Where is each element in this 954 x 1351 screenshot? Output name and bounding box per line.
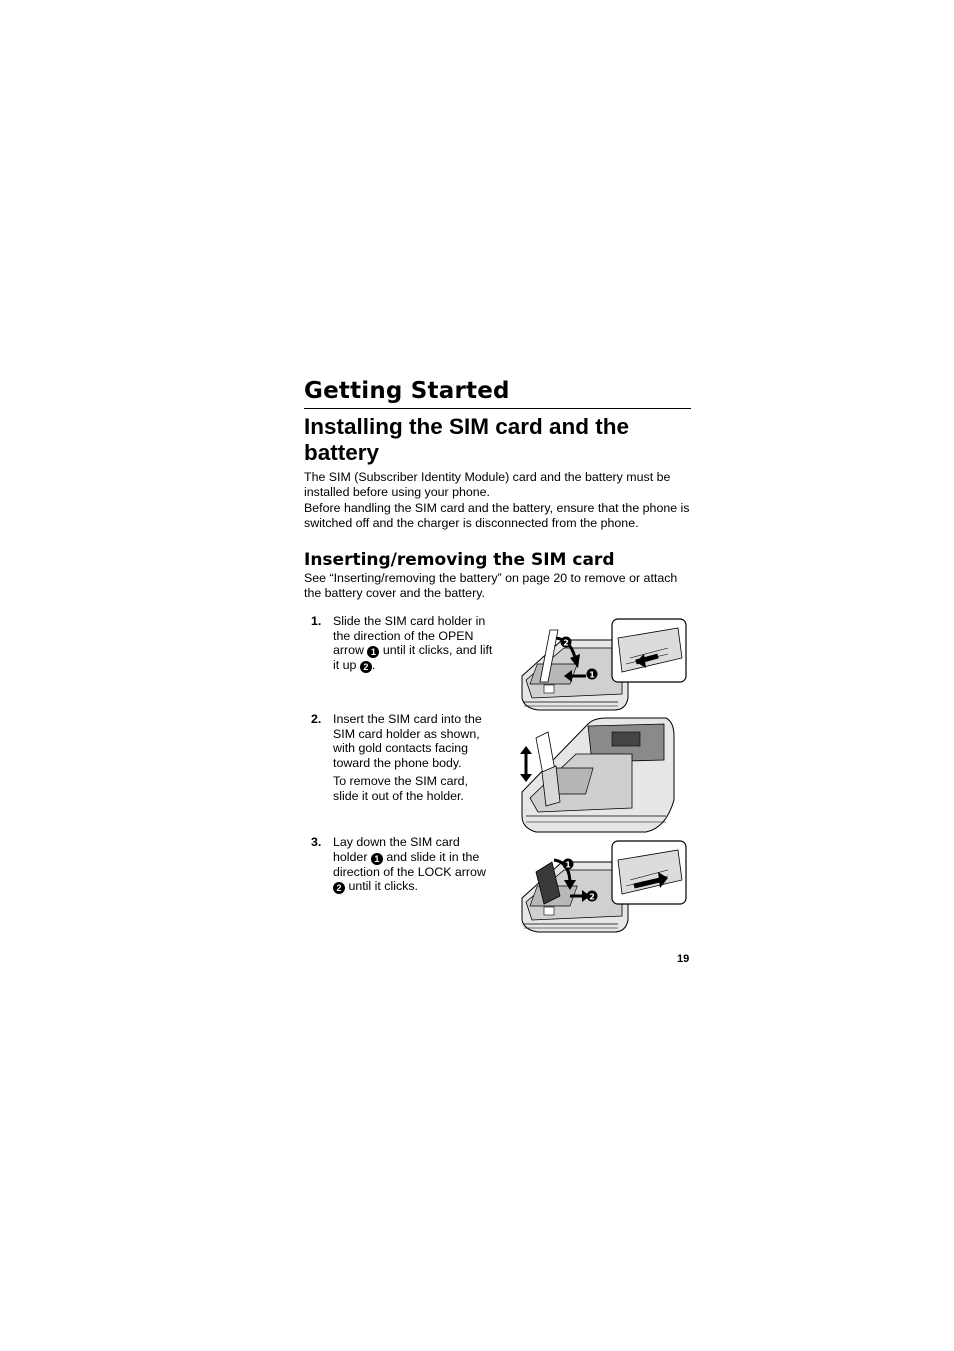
step-3-paragraph xyxy=(333,835,495,894)
page-number: 19 xyxy=(677,953,690,965)
svg-text:2: 2 xyxy=(589,892,595,902)
subheading: Inserting/removing the SIM card xyxy=(304,550,615,570)
step-1-paragraph xyxy=(333,614,495,673)
text-run: Slide the SIM card holder in the direction of the OPEN arrow xyxy=(333,614,486,657)
step-text xyxy=(333,712,495,803)
document-page xyxy=(304,376,691,600)
page-heading: Installing the SIM card and the battery xyxy=(304,414,630,465)
step-3-illustration xyxy=(518,840,688,936)
arrow-head-icon xyxy=(520,746,532,754)
text-run: . xyxy=(371,658,376,672)
step-number: 1. xyxy=(311,614,322,628)
marker-1: 1 xyxy=(367,646,379,658)
section-rule xyxy=(304,408,691,409)
zoom-inset xyxy=(612,619,686,682)
text-run: until it clicks, and lift it up xyxy=(333,643,493,672)
step-text xyxy=(333,614,495,673)
marker-1: 1 xyxy=(371,853,383,865)
subintro-paragraph: See “Inserting/removing the battery” on page 20 to remove or attach the battery cover and the battery. xyxy=(304,571,678,600)
step-text xyxy=(333,835,495,894)
step-2-note: To remove the SIM card, slide it out of the holder. xyxy=(333,774,468,803)
text-run: until it clicks. xyxy=(345,879,418,893)
svg-text:2: 2 xyxy=(563,638,569,648)
step-number: 3. xyxy=(311,835,322,849)
step-2-illustration xyxy=(516,716,676,838)
marker-2: 2 xyxy=(360,661,372,673)
warning-paragraph: Before handling the SIM card and the battery, ensure that the phone is switched off and the charger is disconnected from the phone. xyxy=(304,501,690,530)
marker-2: 2 xyxy=(333,882,345,894)
text-run: and slide it in the direction of the LOCK arrow xyxy=(333,849,486,879)
step-number: 2. xyxy=(311,712,322,726)
arrow-head-icon xyxy=(520,774,532,782)
step-2-paragraph: Insert the SIM card into the SIM card holder as shown, with gold contacts facing toward the phone body. xyxy=(333,712,482,770)
intro-paragraph: The SIM (Subscriber Identity Module) card and the battery must be installed before using your phone. xyxy=(304,470,671,499)
step-1-illustration xyxy=(518,618,688,714)
section-title: Getting Started xyxy=(304,378,510,404)
text-run: Lay down the SIM card holder xyxy=(333,835,460,864)
zoom-inset xyxy=(612,841,686,904)
svg-text:1: 1 xyxy=(565,860,571,870)
svg-text:1: 1 xyxy=(589,670,595,680)
